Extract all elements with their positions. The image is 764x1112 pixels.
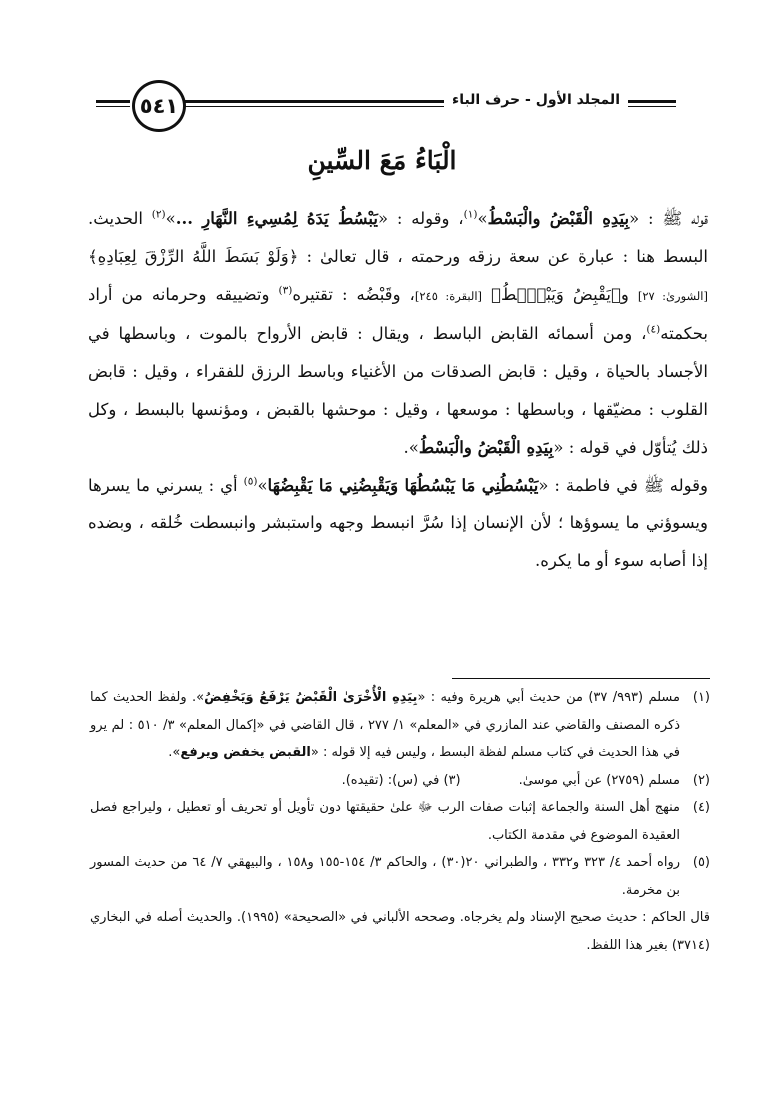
text: الحديث. البسط هنا : عبارة عن سعة رزقه ورحمته ، قال تعالىٰ : ﴿ xyxy=(88,209,708,266)
paragraph xyxy=(88,200,708,467)
footnote-separator xyxy=(452,678,710,679)
text: ﴾ xyxy=(482,284,501,304)
text: ﴾ xyxy=(88,246,98,266)
text: وتضييقه وحرمانه من أراد بحكمته xyxy=(88,284,708,344)
text: ، ومن أسمائه القابض الباسط ، ويقال : قابض الأرواح بالموت ، وباسطها في الأجساد بالحياة ، وقيل : قابض الصدقات من الأغنياء وباسط الرزق للفقراء ، وقيل : قابض القلوب : مضيّقها ، وباسطها : موسعها ، وقيل : موحشها بالقبض ، ومؤنسها بالبسط ، وكل ذلك يُتأوّل في قوله : « xyxy=(88,324,708,457)
text: » xyxy=(477,209,488,228)
page-header xyxy=(96,76,676,128)
text: ، وقوله : « xyxy=(377,209,464,228)
footnote-text xyxy=(90,767,680,795)
hadith-quote: بِيَدِهِ الْقَبْضُ والْبَسْطُ xyxy=(487,209,630,228)
paragraph xyxy=(88,467,708,580)
footnote-text: رواه أحمد ٤/ ٣٢٣ و٣٣٢ ، والطبراني ٢٠(٣٠) ، والحاكم ٣/ ١٥٤-١٥٥ و١٥٨ ، والبيهقي ٧/ ٦٤ من حديث المسور بن مخرمة. xyxy=(90,855,680,898)
text: ، وقَبْضُه : تقتيره xyxy=(292,284,415,304)
text: ولفظ الحديث كما ذكره المصنف والقاضي عند المازري في «المعلم» ١/ ٢٧٧ ، قال القاضي في «إكمال المعلم» ٣/ ٥١٠ : لم يرو في هذا الحديث في كتاب مسلم لفظة البسط ، وليس فيه إلا قوله : « xyxy=(90,690,680,760)
text: ». xyxy=(168,745,181,760)
text: مسلم (٢٧٥٩) عن أبي موسىٰ. xyxy=(518,772,680,788)
section-title: الْبَاءُ مَعَ السِّينِ xyxy=(307,146,457,175)
footnote-ref[interactable]: (٣) xyxy=(278,284,293,297)
verse-reference: [الشورىٰ: ٢٧] xyxy=(637,288,708,303)
verse-reference: [البقرة: ٢٤٥] xyxy=(414,288,483,303)
hadith-quote: يَبْسُطُنِي مَا يَبْسُطُهَا وَيَقْبِضُنِي مَا يَقْبِضُهَا xyxy=(267,475,539,495)
text: في (س): (تقيده). xyxy=(341,772,440,788)
footnote-ref[interactable]: (٤) xyxy=(646,323,661,336)
footnote-ref[interactable]: (١) xyxy=(463,208,478,221)
text: ». xyxy=(403,437,419,457)
footnote xyxy=(90,794,710,849)
text: أي : يسرني ما يسرها ويسوؤني ما يسوؤها ؛ لأن الإنسان إذا سُرَّ انبسط وجهه واستبشر وانبسطت خُلقه ، وبضده إذا أصابه سوء أو ما يكره. xyxy=(88,475,708,571)
footnote-continuation: قال الحاكم : حديث صحيح الإسناد ولم يخرجاه. وصححه الألباني في «الصحيحة» (١٩٩٥). والحديث أصله في البخاري (٣٧١٤) بغير هذا اللفظ. xyxy=(90,910,710,953)
footnote-text: منهج أهل السنة والجماعة إثبات صفات الرب ﷻ علىٰ حقيقتها دون تأويل أو تحريف أو تعطيل ، وليراجع فصل العقيدة الموضوع في مقدمة الكتاب. xyxy=(90,800,680,843)
text: » xyxy=(257,475,268,495)
footnote-ref[interactable]: (٥) xyxy=(243,475,258,488)
hadith-quote: بِيَدِهِ الْأُخْرَىٰ الْقَبْضُ يَرْفَعُ وَيَخْفِضُ xyxy=(204,690,418,705)
footnote-number: (٤) xyxy=(692,800,710,815)
text: » xyxy=(165,209,176,228)
text: و﴿ xyxy=(611,284,638,304)
footnote-number: (٣) xyxy=(443,772,461,788)
text: ». xyxy=(192,690,205,705)
quran-verse: وَلَوْ بَسَطَ اللَّهُ الرِّزْقَ لِعِبَادِهِ xyxy=(97,246,289,266)
hadith-quote: القبض يخفض ويرفع xyxy=(180,745,311,760)
footnote xyxy=(90,767,710,795)
footnote xyxy=(90,684,710,767)
footnote-text xyxy=(90,684,680,767)
text: وقوله ﷺ في فاطمة : « xyxy=(538,475,708,495)
header-rule xyxy=(96,100,130,103)
footnote-number: (٢) xyxy=(692,772,710,788)
main-text xyxy=(88,200,708,580)
text: مسلم (٩٩٣/ ٣٧) من حديث أبي هريرة وفيه : « xyxy=(417,690,680,705)
footnote-number: (٥) xyxy=(692,855,710,870)
footnotes xyxy=(90,684,710,959)
hadith-quote: بِيَدِهِ الْقَبْضُ والْبَسْطُ xyxy=(418,437,554,457)
footnote xyxy=(90,849,710,904)
footnote-number: (١) xyxy=(692,690,710,705)
quran-verse: يَقْبِضُ وَيَبْصُۜطُ xyxy=(500,284,611,304)
text: قوله ﷺ : « xyxy=(629,209,708,228)
hadith-quote: يَبْسُطُ يَدَهُ لِمُسِيءِ النَّهَارِ ... xyxy=(175,209,378,228)
footnote-ref[interactable]: (٢) xyxy=(151,208,166,221)
running-title: المجلد الأول - حرف الباء xyxy=(444,92,628,108)
page-number: ٥٤١ xyxy=(132,80,186,132)
header-rule xyxy=(96,106,130,107)
